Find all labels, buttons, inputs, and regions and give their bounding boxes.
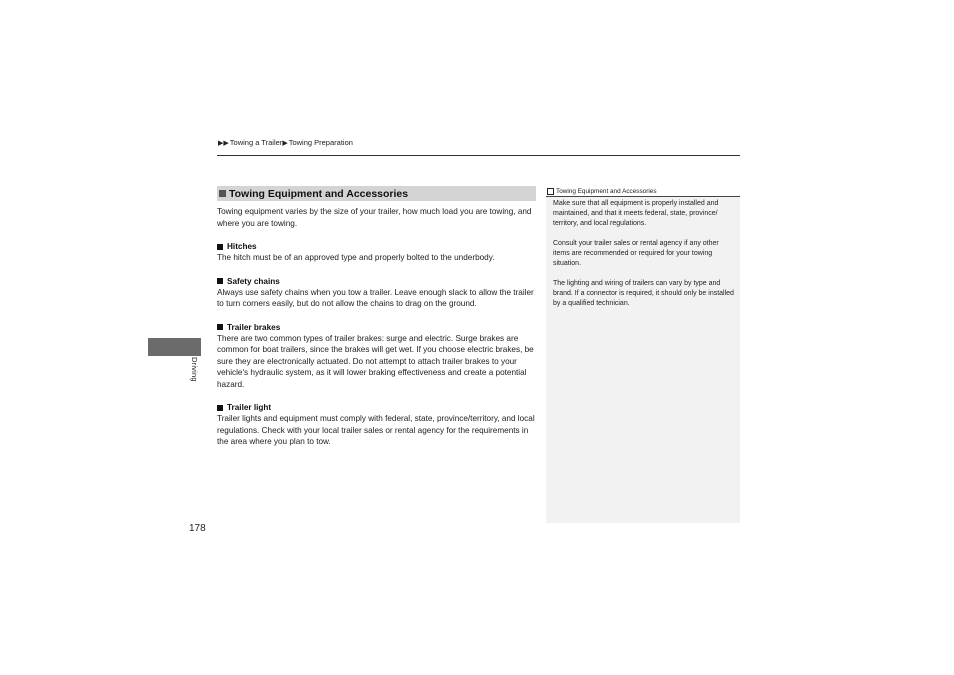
arrow-icon: ▶: [282, 139, 288, 147]
sidebar-note-paragraph: The lighting and wiring of trailers can vary by type and brand. If a connector is required, it should only be installed by a qualified technician.: [553, 280, 734, 307]
square-bullet-icon: [217, 244, 223, 250]
page-number: 178: [189, 523, 206, 534]
subsection-title: Safety chains: [227, 276, 280, 286]
sidebar-note-paragraph: Consult your trailer sales or rental agency if any other items are recommended or required for your towing situation.: [553, 240, 719, 267]
subsection-text-safety-chains: Always use safety chains when you tow a trailer. Leave enough slack to allow the trailer to turn corners easily, but do not allow the chains to drag on the ground.: [217, 287, 534, 308]
note-reference-icon: [547, 188, 554, 195]
square-bullet-icon: [217, 324, 223, 330]
section-heading: [217, 186, 536, 201]
subsection-text-trailer-brakes: There are two common types of trailer brakes: surge and electric. Surge brakes are common for boat trailers, since the brakes will get wet. If you choose electric brakes, be sure they are electronically actuated. Do not attempt to attach trailer brakes to your vehicle's hydraulic system, as it will lower braking effectiveness and create a potential hazard.: [217, 333, 534, 389]
sidebar-note-paragraph: Make sure that all equipment is properly installed and maintained, and that it meets federal, state, province/ territory, and local regulations.: [553, 200, 719, 227]
breadcrumb-item-towing-a-trailer[interactable]: Towing a Trailer: [229, 138, 283, 147]
main-content: [217, 186, 536, 448]
breadcrumb: [218, 138, 353, 147]
subsection-heading-safety-chains: [217, 277, 536, 286]
header-rule: [217, 155, 740, 156]
sidebar-note: [546, 186, 740, 523]
subsection-title: Hitches: [227, 242, 257, 251]
subsection-heading-trailer-light: [217, 403, 536, 412]
subsection-text-hitches: The hitch must be of an approved type and properly bolted to the underbody.: [217, 253, 495, 262]
subsection-title: Trailer light: [227, 403, 272, 412]
chapter-tab-label: Driving: [190, 357, 199, 382]
square-bullet-icon: [217, 405, 223, 411]
sidebar-note-title: Towing Equipment and Accessories: [556, 187, 657, 195]
section-heading-text: Towing Equipment and Accessories: [229, 187, 409, 200]
sidebar-note-heading: [546, 186, 740, 197]
subsection-heading-trailer-brakes: [217, 323, 536, 332]
square-bullet-icon: [219, 190, 226, 197]
subsection-text-trailer-light: Trailer lights and equipment must comply with federal, state, province/territory, and local regulations. Check with your local trailer sales or rental agency for the requirements in the area where you plan to tow.: [217, 414, 535, 446]
intro-text: Towing equipment varies by the size of your trailer, how much load you are towing, and where you are towing.: [217, 207, 532, 228]
chapter-tab[interactable]: [148, 338, 201, 356]
breadcrumb-item-towing-preparation[interactable]: Towing Preparation: [288, 138, 353, 147]
square-bullet-icon: [217, 278, 223, 284]
subsection-title: Trailer brakes: [227, 322, 281, 332]
double-arrow-icon: ▶▶: [218, 139, 229, 147]
subsection-heading-hitches: [217, 242, 536, 251]
